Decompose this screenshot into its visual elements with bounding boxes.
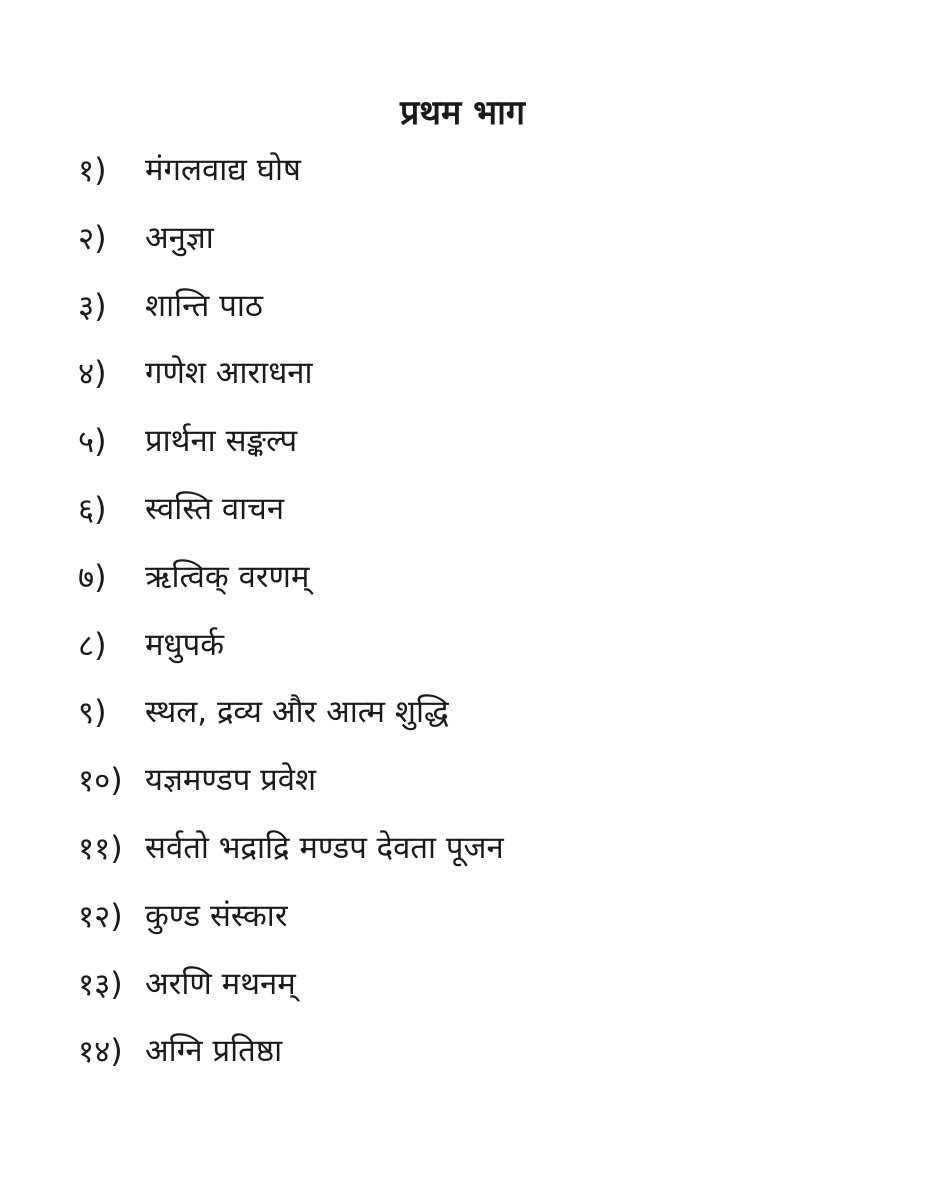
item-number <box>78 891 123 942</box>
item-number-paren: ) <box>110 1032 123 1071</box>
item-number-paren: ) <box>94 151 107 189</box>
item-number-value: ५ <box>78 424 95 461</box>
section-heading <box>0 88 925 138</box>
item-title: ऋत्विक् वरणम् <box>145 558 310 595</box>
item-title: कुण्ड संस्कार <box>145 897 288 934</box>
item-number <box>78 348 107 399</box>
item-number <box>78 145 107 196</box>
item-title: यज्ञमण्डप प्रवेश <box>145 762 317 799</box>
item-number-value: ८ <box>78 627 95 664</box>
item-number-value: १० <box>78 763 111 800</box>
item-title: मधुपर्क <box>145 626 225 663</box>
item-number-value: ४ <box>78 356 95 393</box>
item-number <box>78 281 107 332</box>
item-number <box>78 959 123 1010</box>
item-title: अरणि मथनम् <box>145 965 296 1002</box>
item-number <box>78 416 107 467</box>
item-title: प्रार्थना सङ्कल्प <box>145 423 298 460</box>
item-number-value: ११ <box>78 830 111 867</box>
item-title: मंगलवाद्य घोष <box>145 152 301 188</box>
item-title: सर्वतो भद्राद्रि मण्डप देवता पूजन <box>145 829 504 866</box>
item-number-value: २ <box>78 220 95 257</box>
item-number-paren: ) <box>94 354 107 393</box>
item-number-value: १२ <box>78 898 111 935</box>
item-title: अनुज्ञा <box>145 219 214 256</box>
item-number-paren: ) <box>94 625 107 664</box>
item-number-paren: ) <box>110 828 123 867</box>
item-number-value: ६ <box>78 491 95 528</box>
item-title: स्वस्ति वाचन <box>145 490 285 527</box>
item-number <box>78 687 107 738</box>
item-number-value: १३ <box>78 966 111 1003</box>
item-number <box>78 213 107 264</box>
item-number-value: ३ <box>78 288 95 325</box>
item-number-value: ७ <box>78 559 95 596</box>
item-number-paren: ) <box>110 896 123 935</box>
item-number <box>78 755 123 806</box>
item-number-paren: ) <box>110 761 123 800</box>
item-title: शान्ति पाठ <box>145 287 263 324</box>
item-title: गणेश आराधना <box>145 355 313 392</box>
item-number-paren: ) <box>94 422 107 461</box>
item-number <box>78 1026 123 1077</box>
item-number-value: ९ <box>78 695 95 732</box>
item-number-paren: ) <box>110 964 123 1003</box>
item-number <box>78 823 123 874</box>
item-title: स्थल, द्रव्य और आत्म शुद्धि <box>145 694 449 731</box>
item-number <box>78 552 107 603</box>
item-number-value: १ <box>78 153 95 189</box>
item-number-paren: ) <box>94 286 107 325</box>
item-number <box>78 484 107 535</box>
item-number-paren: ) <box>94 693 107 732</box>
item-number-paren: ) <box>94 218 107 257</box>
item-number-value: १४ <box>78 1034 111 1071</box>
item-number-paren: ) <box>94 489 107 528</box>
section-heading-text: प्रथम भाग <box>399 93 526 133</box>
item-number <box>78 620 107 671</box>
item-number-paren: ) <box>94 557 107 596</box>
item-title: अग्नि प्रतिष्ठा <box>145 1033 283 1070</box>
